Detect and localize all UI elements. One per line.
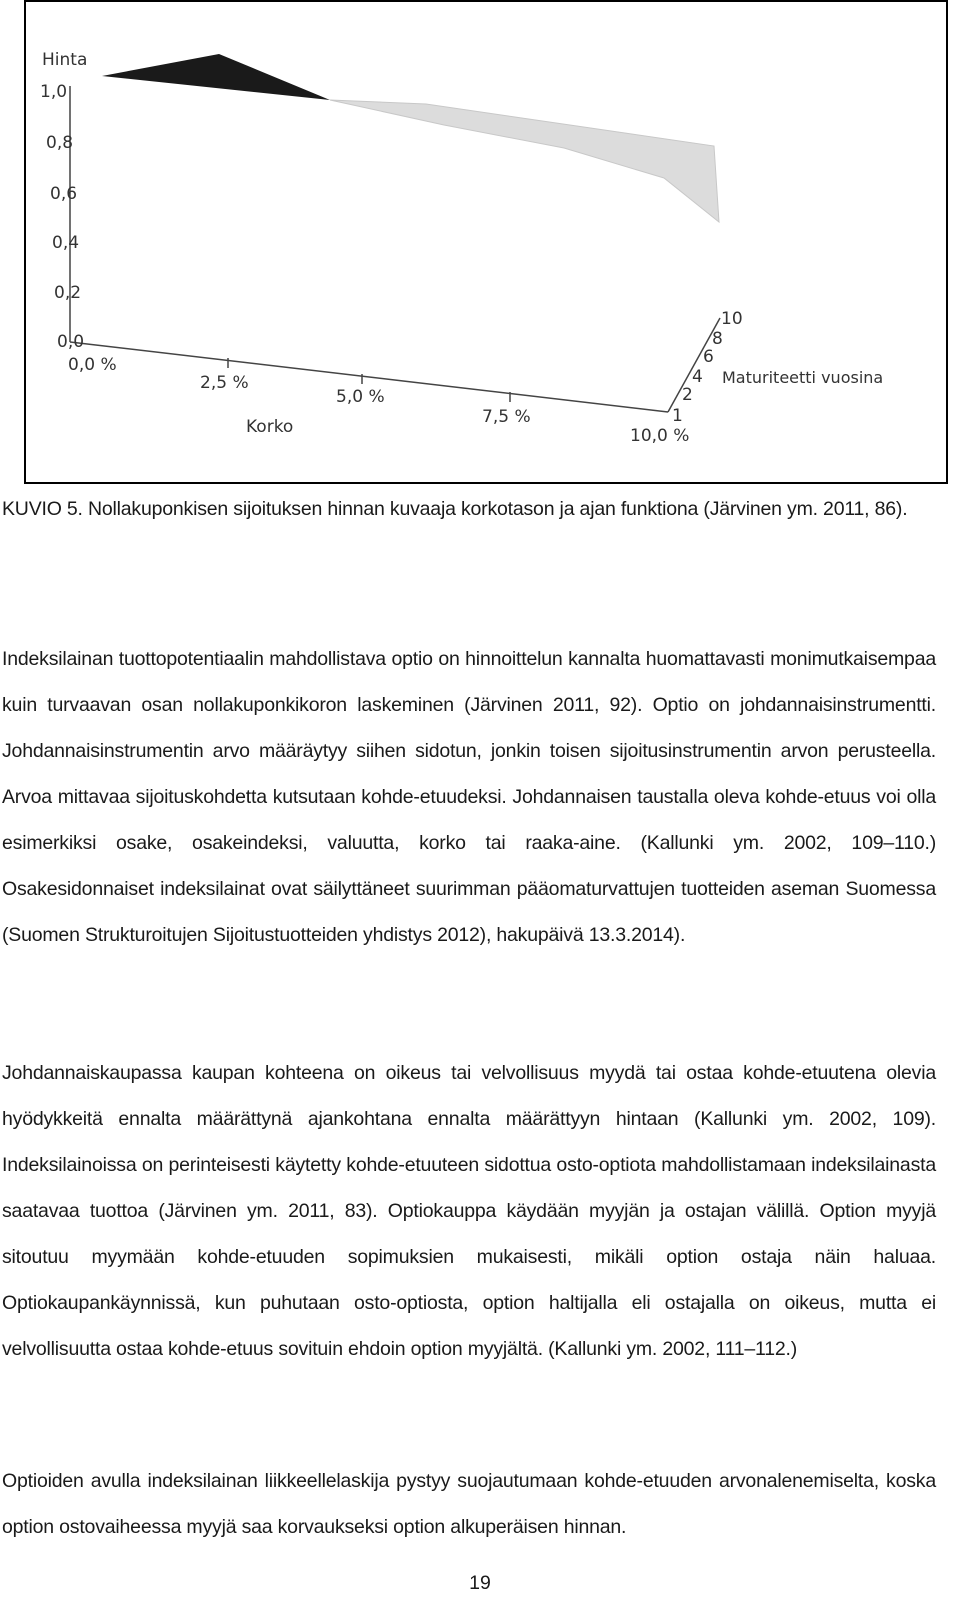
y-tick-label: 0,6 (50, 184, 78, 204)
y-tick-label: 0,2 (54, 283, 82, 303)
z-tick-label: 1 (672, 406, 683, 426)
figure-caption: KUVIO 5. Nollakuponkisen sijoituksen hinnan kuvaaja korkotason ja ajan funktiona (Järvinen ym. 2011, 86). (2, 498, 908, 520)
paragraph: Indeksilainan tuottopotentiaalin mahdollistava optio on hinnoittelun kannalta huomattavasti monimutkaisempaa kuin turvaavan osan nollakuponkikoron laskeminen (Järvinen 2011, 92). Optio on johdannaisinstrumentti. Johdannaisinstrumentin arvo määräytyy siihen sidotun, jonkin toisen sijoitusinstrumentin arvon perusteella. Arvoa mittavaa sijoituskohdetta kutsutaan kohde-etuudeksi. Johdannaisen taustalla oleva kohde-etuus voi olla esimerkiksi osake, osakeindeksi, valuutta, korko tai raaka-aine. (Kallunki ym. 2002, 109–110.) Osakesidonnaiset indeksilainat ovat säilyttäneet suurimman pääomaturvattujen tuotteiden aseman Suomessa (Suomen Strukturoitujen Sijoitustuotteiden yhdistys 2012), hakupäivä 13.3.2014). (2, 648, 936, 946)
y-tick-label: 0,0 (57, 332, 85, 352)
x-tick-label: 0,0 % (68, 355, 117, 375)
z-tick-label: 6 (703, 347, 714, 367)
x-tick-label: 5,0 % (336, 387, 385, 407)
page-number: 19 (469, 1572, 491, 1594)
x-tick-label: 7,5 % (482, 407, 531, 427)
paragraph: Johdannaiskaupassa kaupan kohteena on oikeus tai velvollisuus myydä tai ostaa kohde-etuutena olevia hyödykkeitä ennalta määrättynä ajankohtana ennalta määrättyyn hintaan (Kallunki ym. 2002, 109). Indeksilainoissa on perinteisesti käytetty kohde-etuuteen sidottua osto-optiota mahdollistamaan indeksilainasta saatavaa tuottoa (Järvinen ym. 2011, 83). Optiokauppa käydään myyjän ja ostajan välillä. Option myyjä sitoutuu myymään kohde-etuuden sopimuksien mukaisesti, mikäli option ostaja näin haluaa. Optiokaupankäynnissä, kun puhutaan osto-optiosta, option haltijalla eli ostajalla on oikeus, mutta ei velvollisuutta ostaa kohde-etuus sovituin ehdoin option myyjältä. (Kallunki ym. 2002, 111–112.) (2, 1062, 936, 1360)
z-tick-label: 2 (682, 385, 693, 405)
z-tick-label: 8 (712, 329, 723, 349)
x-tick-label: 2,5 % (200, 373, 249, 393)
paragraph: Optioiden avulla indeksilainan liikkeellelaskija pystyy suojautumaan kohde-etuuden arvonalenemiselta, koska option ostovaiheessa myyjä saa korvaukseksi option alkuperäisen hinnan. (2, 1470, 936, 1538)
y-tick-label: 0,8 (46, 133, 74, 153)
x-tick-label: 10,0 % (630, 426, 690, 446)
zero-coupon-price-figure (24, 0, 948, 486)
y-tick-label: 0,4 (52, 233, 80, 253)
z-axis-title: Maturiteetti vuosina (722, 368, 884, 387)
y-tick-label: 1,0 (40, 82, 68, 102)
z-tick-label: 10 (721, 309, 743, 329)
x-axis-title: Korko (246, 417, 294, 437)
z-tick-label: 4 (692, 367, 703, 387)
y-axis-title: Hinta (42, 50, 88, 70)
